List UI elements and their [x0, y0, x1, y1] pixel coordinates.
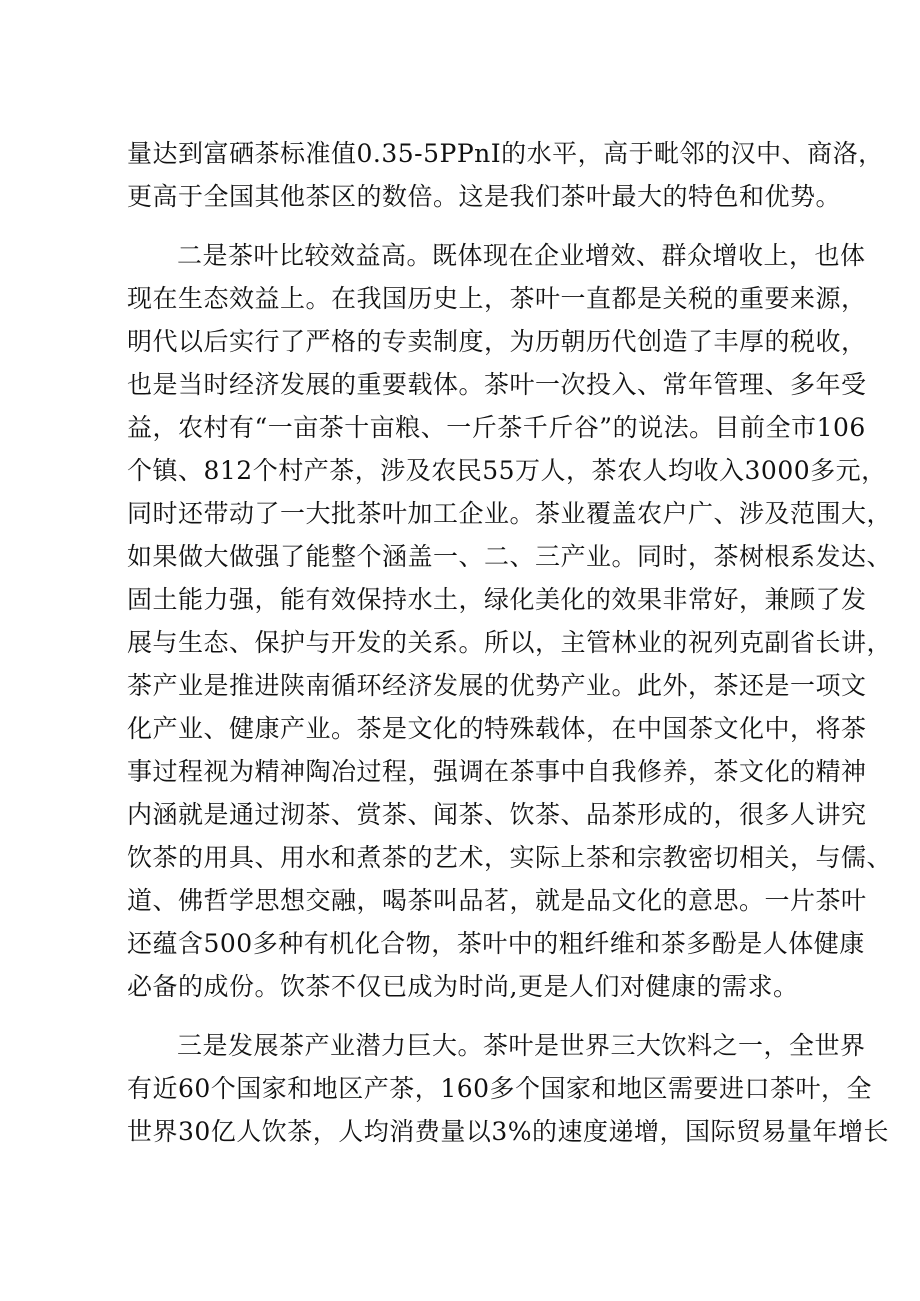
text-line: 有近60个国家和地区产茶，160多个国家和地区需要进口茶叶，全 — [127, 1074, 873, 1103]
text-line: 明代以后实行了严格的专卖制度，为历朝历代创造了丰厚的税收， — [127, 327, 867, 356]
text-line: 事过程视为精神陶冶过程，强调在茶事中自我修养，茶文化的精神 — [127, 757, 867, 786]
text-line: 益，农村有“一亩茶十亩粮、一斤茶千斤谷”的说法。目前全市106 — [127, 413, 866, 442]
text-line: 化产业、健康产业。茶是文化的特殊载体，在中国茶文化中，将茶 — [127, 714, 867, 743]
text-line: 必备的成份。饮茶不仅已成为时尚,更是人们对健康的需求。 — [127, 972, 799, 1001]
text-line: 更高于全国其他茶区的数倍。这是我们茶叶最大的特色和优势。 — [127, 182, 842, 211]
text-line: 量达到富硒茶标准值0.35-5PPnI的水平，高于毗邻的汉中、商洛， — [127, 139, 884, 168]
text-line: 世界30亿人饮茶，人均消费量以3%的速度递增，国际贸易量年增长 — [127, 1117, 889, 1146]
text-line: 同时还带动了一大批茶叶加工企业。茶业覆盖农户广、涉及范围大， — [127, 499, 893, 528]
text-line: 现在生态效益上。在我国历史上，茶叶一直都是关税的重要来源， — [127, 284, 867, 313]
text-line: 如果做大做强了能整个涵盖一、二、三产业。同时，茶树根系发达、 — [127, 542, 893, 571]
text-line: 饮茶的用具、用水和煮茶的艺术，实际上茶和宗教密切相关，与儒、 — [127, 843, 893, 872]
text-line: 茶产业是推进陕南循环经济发展的优势产业。此外，茶还是一项文 — [127, 671, 867, 700]
text-line: 也是当时经济发展的重要载体。茶叶一次投入、常年管理、多年受 — [127, 370, 867, 399]
paragraph-start-line: 二是茶叶比较效益高。既体现在企业增效、群众增收上，也体 — [177, 241, 866, 270]
paragraph-start-line: 三是发展茶产业潜力巨大。茶叶是世界三大饮料之一，全世界 — [177, 1031, 866, 1060]
text-line: 内涵就是通过沏茶、赏茶、闻茶、饮茶、品茶形成的，很多人讲究 — [127, 800, 867, 829]
text-line: 还蕴含500多种有机化合物，茶叶中的粗纤维和茶多酚是人体健康 — [127, 929, 865, 958]
text-line: 展与生态、保护与开发的关系。所以，主管林业的祝列克副省长讲， — [127, 628, 893, 657]
text-line: 道、佛哲学思想交融，喝茶叫品茗，就是品文化的意思。一片茶叶 — [127, 886, 867, 915]
text-line: 固土能力强，能有效保持水土，绿化美化的效果非常好，兼顾了发 — [127, 585, 867, 614]
text-line: 个镇、812个村产茶，涉及农民55万人，茶农人均收入3000多元， — [127, 456, 887, 485]
